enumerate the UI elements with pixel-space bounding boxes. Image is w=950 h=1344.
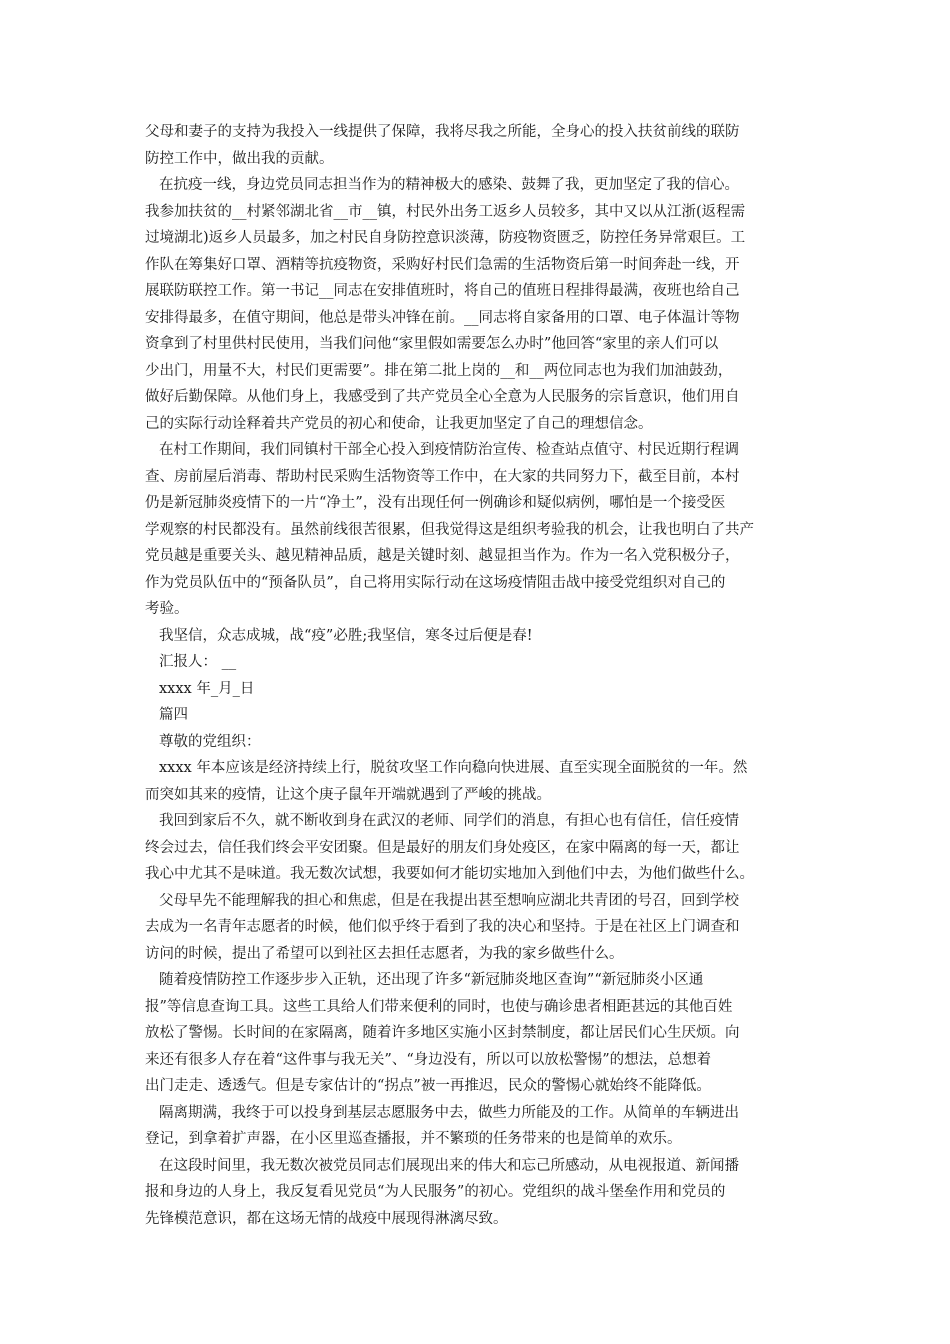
text-line: 在抗疫一线，身边党员同志担当作为的精神极大的感染、鼓舞了我，更加坚定了我的信心。 [159, 177, 739, 193]
text-line: 来还有很多人存在着“这件事与我无关”、“身边没有，所以可以放松警惕”的想法，总想着 [145, 1051, 712, 1068]
text-line: xxxx 年本应该是经济持续上行，脱贫攻坚工作向稳向快进展、直至实现全面脱贫的一年。然 [159, 760, 748, 776]
text-line: 去成为一名青年志愿者的时候，他们似乎终于看到了我的决心和坚持。于是在社区上门调查和 [145, 919, 740, 935]
text-line: 仍是新冠肺炎疫情下的一片“净土”，没有出现任何一例确诊和疑似病例，哪怕是一个接受医 [145, 495, 726, 511]
text-line: 过境湖北)返乡人员最多，加之村民自身防控意识淡薄，防疫物资匮乏，防控任务异常艰巨。工 [145, 230, 746, 246]
text-line: 父母和妻子的支持为我投入一线提供了保障，我将尽我之所能，全身心的投入扶贫前线的联防 [145, 124, 740, 140]
text-line: 登记，到拿着扩声器，在小区里巡查播报，并不繁琐的任务带来的也是简单的欢乐。 [145, 1131, 682, 1147]
text-line: 出门走走、透透气。但是专家估计的“拐点”被一再推迟，民众的警惕心就始终不能降低。 [145, 1078, 711, 1094]
text-line: 作为党员队伍中的“预备队员”，自己将用实际行动在这场疫情阻击战中接受党组织对自己的 [145, 574, 726, 591]
text-line: 随着疫情防控工作逐步步入正轨，还出现了许多“新冠肺炎地区查询”“新冠肺炎小区通 [159, 972, 704, 988]
text-line: 我坚信，众志成城，战“疫”必胜;我坚信，寒冬过后便是春! [159, 627, 533, 644]
text-line: 我参加扶贫的__村紧邻湖北省__市__镇，村民外出务工返乡人员较多，其中又以从江浙(返程需 [145, 203, 746, 220]
text-line: 访问的时候，提出了希望可以到社区去担任志愿者，为我的家乡做些什么。 [145, 945, 624, 962]
text-line: 安排得最多，在值守期间，他总是带头冲锋在前。__同志将自家备用的口罩、电子体温计等物 [145, 309, 740, 326]
text-line: 而突如其来的疫情，让这个庚子鼠年开端就遇到了严峻的挑战。 [145, 786, 551, 803]
text-line: 尊敬的党组织： [159, 733, 261, 750]
text-line: 己的实际行动诠释着共产党员的初心和使命，让我更加坚定了自己的理想信念。 [145, 415, 653, 432]
text-line: 在村工作期间，我们同镇村干部全心投入到疫情防治宣传、检查站点值守、村民近期行程调 [159, 442, 739, 458]
text-line: 展联防联控工作。第一书记__同志在安排值班时，将自己的值班日程排得最满，夜班也给自己 [145, 283, 740, 299]
text-line: 在这段时间里，我无数次被党员同志们展现出来的伟大和忘己所感动，从电视报道、新闻播 [159, 1157, 739, 1174]
text-line: 党员越是重要关头、越见精神品质，越是关键时刻、越显担当作为。作为一名入党积极分子， [145, 548, 740, 564]
text-line: 考验。 [145, 601, 189, 617]
text-line: 汇报人： __ [159, 654, 237, 670]
text-line: 父母早先不能理解我的担心和焦虑，但是在我提出甚至想响应湖北共青团的号召，回到学校 [159, 892, 739, 909]
text-line: 资拿到了村里供村民使用，当我们问他“家里假如需要怎么办时”他回答“家里的亲人们可以 [145, 336, 719, 352]
text-line: 先锋模范意识，都在这场无情的战疫中展现得淋漓尽致。 [145, 1210, 508, 1227]
text-line: 我回到家后不久，就不断收到身在武汉的老师、同学们的消息，有担心也有信任，信任疫情 [159, 813, 739, 829]
text-line: 做好后勤保障。从他们身上，我感受到了共产党员全心全意为人民服务的宗旨意识，他们用自 [145, 389, 740, 405]
text-line: 隔离期满，我终于可以投身到基层志愿服务中去，做些力所能及的工作。从简单的车辆进出 [159, 1104, 739, 1121]
document-body [145, 119, 815, 1232]
text-line: 放松了警惕。长时间的在家隔离，随着许多地区实施小区封禁制度，都让居民们心生厌烦。向 [145, 1025, 740, 1041]
text-line: 少出门，用量不大，村民们更需要”。排在第二批上岗的__和__两位同志也为我们加油鼓劲， [145, 362, 733, 379]
text-line: 我心中尤其不是味道。我无数次试想，我要如何才能切实地加入到他们中去，为他们做些什么。 [145, 866, 754, 882]
text-line: 报”等信息查询工具。这些工具给人们带来便利的同时，也使与确诊患者相距甚远的其他百姓 [145, 998, 733, 1015]
text-line: xxxx 年_月_日 [159, 680, 255, 697]
text-line: 终会过去，信任我们终会平安团聚。但是最好的朋友们身处疫区，在家中隔离的每一天，都让 [145, 839, 740, 856]
text-line: 防控工作中，做出我的贡献。 [145, 150, 334, 167]
text-line: 作队在筹集好口罩、酒精等抗疫物资，采购好村民们急需的生活物资后第一时间奔赴一线，开 [145, 256, 740, 273]
text-line: 查、房前屋后消毒、帮助村民采购生活物资等工作中，在大家的共同努力下，截至目前，本村 [145, 468, 740, 485]
text-line: 篇四 [159, 707, 188, 723]
text-line: 学观察的村民都没有。虽然前线很苦很累，但我觉得这是组织考验我的机会，让我也明白了共产 [145, 521, 754, 538]
text-line: 报和身边的人身上，我反复看见党员“为人民服务”的初心。党组织的战斗堡垒作用和党员的 [145, 1184, 726, 1200]
